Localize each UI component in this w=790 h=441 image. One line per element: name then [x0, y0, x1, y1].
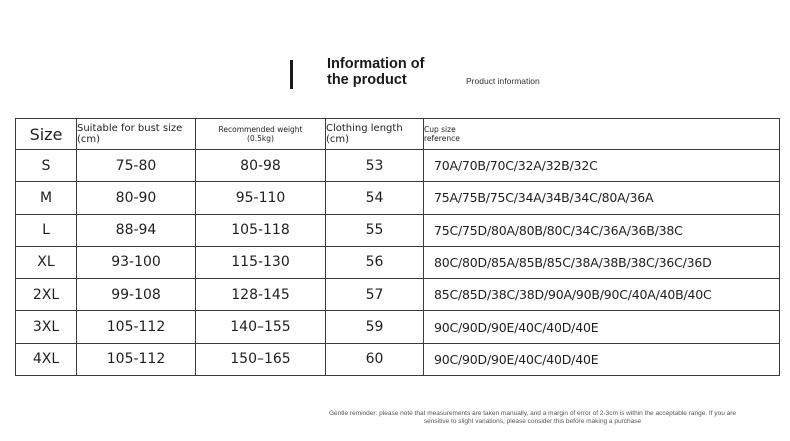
- table-header-row: [16, 119, 780, 150]
- cell-size: L: [16, 214, 77, 246]
- table-row: [16, 246, 780, 278]
- page-title-line1: Information of: [327, 56, 425, 72]
- cell-cup: 70A/70B/70C/32A/32B/32C: [424, 150, 780, 182]
- cell-cup: 75C/75D/80A/80B/80C/34C/36A/36B/38C: [424, 214, 780, 246]
- header-cup: [424, 119, 780, 150]
- cell-weight: 115-130: [196, 246, 326, 278]
- table-row: [16, 279, 780, 311]
- cell-cup: 90C/90D/90E/40C/40D/40E: [424, 311, 780, 343]
- cell-bust: 105-112: [77, 311, 196, 343]
- header-weight: [196, 119, 326, 150]
- page-title: [327, 56, 424, 88]
- header-bust: Suitable for bust size (cm): [77, 119, 196, 150]
- cell-weight: 95-110: [196, 182, 326, 214]
- cell-bust: 99-108: [77, 279, 196, 311]
- cell-weight: 80-98: [196, 150, 326, 182]
- header-weight-line1: Recommended weight: [218, 125, 303, 134]
- header-cup-text: Cup size reference: [424, 125, 460, 143]
- cell-cup: 85C/85D/38C/38D/90A/90B/90C/40A/40B/40C: [424, 279, 780, 311]
- cell-length: 57: [326, 279, 424, 311]
- cell-cup: 80C/80D/85A/85B/85C/38A/38B/38C/36C/36D: [424, 246, 780, 278]
- cell-size: M: [16, 182, 77, 214]
- header-length: Clothing length (cm): [326, 119, 424, 150]
- cell-weight: 150–165: [196, 343, 326, 375]
- table-row: [16, 311, 780, 343]
- header-weight-line2: (0.5kg): [247, 134, 274, 143]
- cell-length: 56: [326, 246, 424, 278]
- cell-length: 59: [326, 311, 424, 343]
- size-chart-table: [15, 118, 780, 376]
- cell-bust: 88-94: [77, 214, 196, 246]
- cell-cup: 75A/75B/75C/34A/34B/34C/80A/36A: [424, 182, 780, 214]
- cell-cup: 90C/90D/90E/40C/40D/40E: [424, 343, 780, 375]
- cell-bust: 80-90: [77, 182, 196, 214]
- cell-weight: 128-145: [196, 279, 326, 311]
- table-row: [16, 182, 780, 214]
- cell-length: 53: [326, 150, 424, 182]
- cell-length: 54: [326, 182, 424, 214]
- note-line2: sensitive to slight variations, please consider this before making a purchase: [423, 418, 642, 425]
- cell-size: 4XL: [16, 343, 77, 375]
- cell-length: 60: [326, 343, 424, 375]
- cell-bust: 93-100: [77, 246, 196, 278]
- page-title-line2: the product: [327, 72, 407, 88]
- cell-size: S: [16, 150, 77, 182]
- cell-size: 3XL: [16, 311, 77, 343]
- header-size: Size: [16, 119, 77, 150]
- cell-bust: 105-112: [77, 343, 196, 375]
- gentle-reminder-note: [280, 410, 785, 426]
- table-row: [16, 150, 780, 182]
- cell-length: 55: [326, 214, 424, 246]
- table-row: [16, 343, 780, 375]
- cell-weight: 105-118: [196, 214, 326, 246]
- cell-bust: 75-80: [77, 150, 196, 182]
- cell-size: 2XL: [16, 279, 77, 311]
- page-subtitle: Product information: [466, 76, 540, 86]
- title-accent-bar: [290, 60, 293, 89]
- note-line1: Gentle reminder: please note that measurements are taken manually, and a margin of error of 2-3cm is within the acceptable range. If you are: [328, 410, 737, 417]
- cell-size: XL: [16, 246, 77, 278]
- cell-weight: 140–155: [196, 311, 326, 343]
- table-row: [16, 214, 780, 246]
